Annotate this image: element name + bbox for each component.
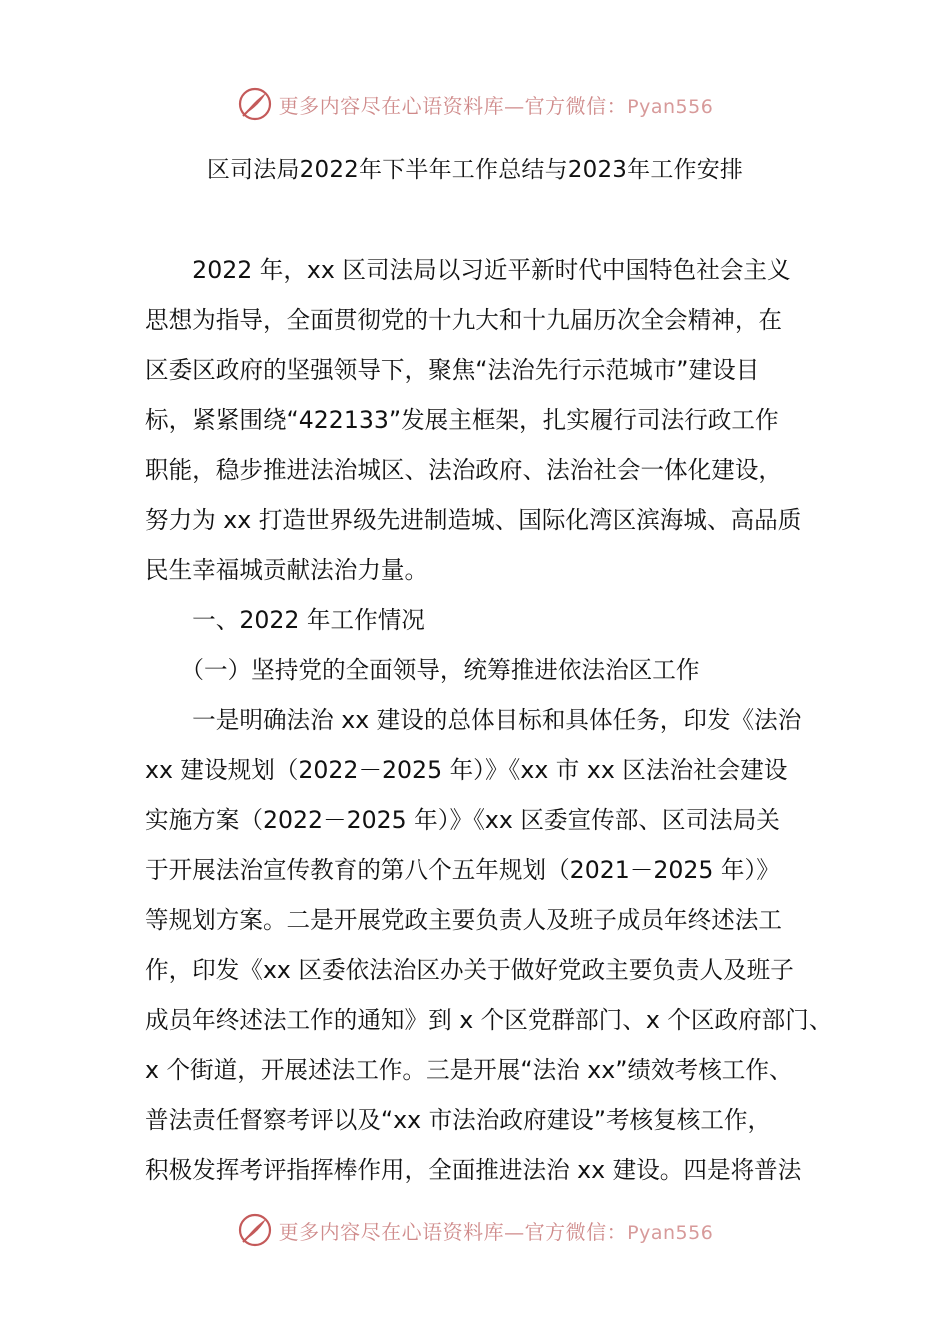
watermark-wechat-id: Pyan556 [627,95,714,118]
body-line: 职能，稳步推进法治城区、法治政府、法治社会一体化建设， [145,456,783,484]
body-line: 2022 年，xx 区司法局以习近平新时代中国特色社会主义 [145,256,791,284]
body-line: 成员年终述法工作的通知》到 x 个区党群部门、x 个区政府部门、 [145,1006,833,1034]
body-line: 实施方案（2022－2025 年）》《xx 区委宣传部、区司法局关 [145,806,780,834]
body-line: 区委区政府的坚强领导下，聚焦“法治先行示范城市”建设目 [145,356,760,384]
body-line: 思想为指导，全面贯彻党的十九大和十九届历次全会精神，在 [145,306,783,334]
quill-logo-icon [237,1212,273,1248]
body-line: 民生幸福城贡献法治力量。 [145,556,429,584]
document-title: 区司法局2022年下半年工作总结与2023年工作安排 [206,157,744,183]
body-line: 标，紧紧围绕“422133”发展主框架，扎实履行司法行政工作 [145,406,779,434]
section-heading: 一、2022 年工作情况 [145,606,425,634]
watermark-wechat-id: Pyan556 [627,1221,714,1244]
body-line: x 个街道，开展述法工作。三是开展“法治 xx”绩效考核工作、 [145,1056,793,1084]
subsection-heading: （一）坚持党的全面领导，统筹推进依法治区工作 [145,656,700,684]
watermark-footer [0,1208,950,1252]
watermark-header [0,82,950,126]
quill-logo-icon [237,86,273,122]
body-line: 积极发挥考评指挥棒作用，全面推进法治 xx 建设。四是将普法 [145,1156,802,1184]
watermark-text: 更多内容尽在心语资料库—官方微信： [278,93,628,118]
body-line: 普法责任督察考评以及“xx 市法治政府建设”考核复核工作， [145,1106,772,1134]
body-line: 作，印发《xx 区委依法治区办关于做好党政主要负责人及班子 [145,956,794,984]
body-line: 等规划方案。二是开展党政主要负责人及班子成员年终述法工 [145,906,783,934]
body-line: 一是明确法治 xx 建设的总体目标和具体任务，印发《法治 [145,706,802,734]
body-line: xx 建设规划（2022－2025 年）》《xx 市 xx 区法治社会建设 [145,756,788,784]
watermark-text: 更多内容尽在心语资料库—官方微信： [278,1219,628,1244]
body-line: 努力为 xx 打造世界级先进制造城、国际化湾区滨海城、高品质 [145,506,802,534]
body-line: 于开展法治宣传教育的第八个五年规划（2021－2025 年）》 [145,856,780,884]
